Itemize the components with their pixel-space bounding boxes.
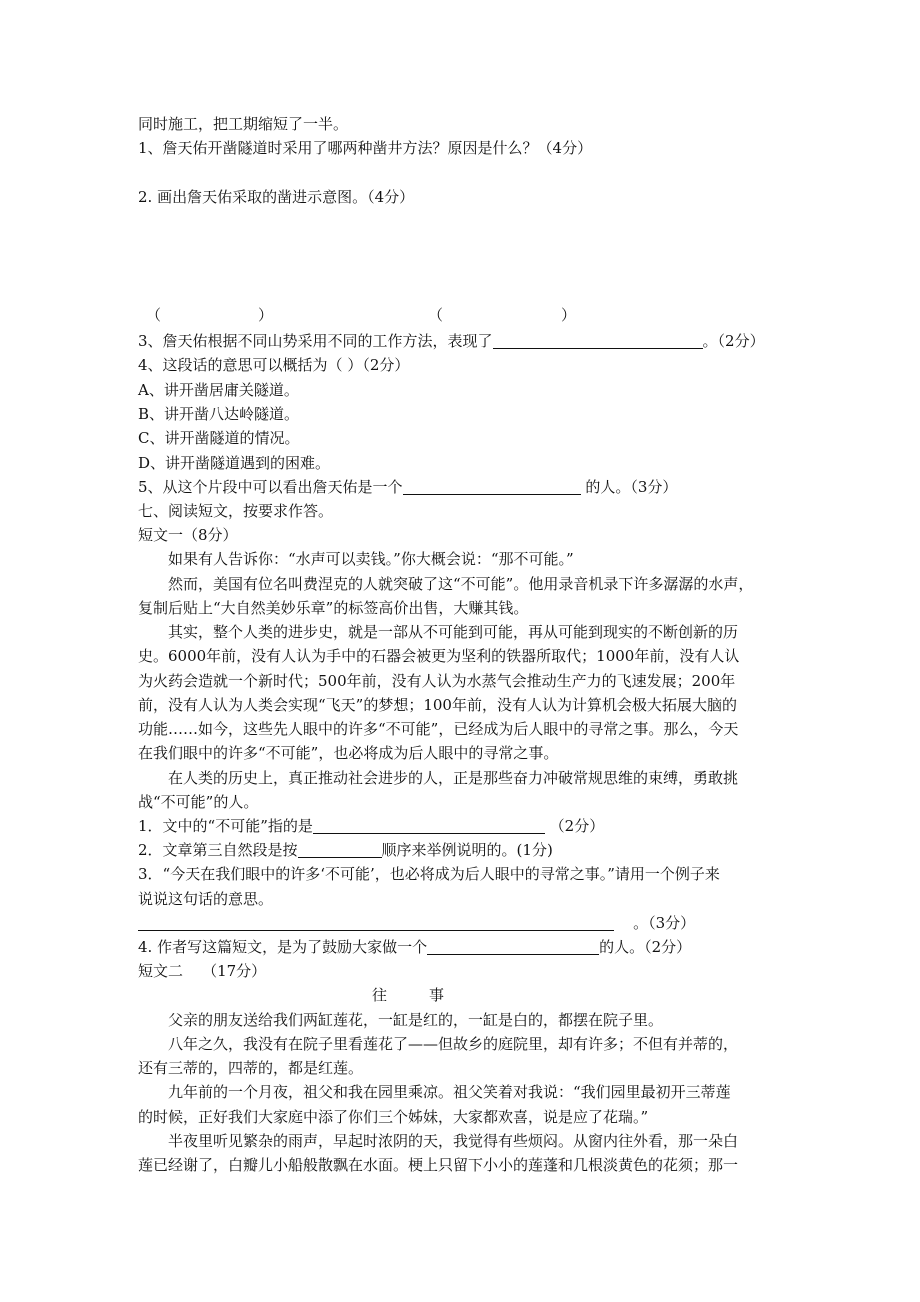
question-score: 。（3分） — [633, 914, 696, 932]
question-5 — [138, 475, 677, 499]
passage-1-question-3-answer — [138, 911, 695, 935]
question-4: 4、这段话的意思可以概括为（ ）（2分） — [138, 356, 410, 374]
passage-1-heading: 短文一（8分） — [138, 526, 238, 544]
option-c: C、讲开凿隧道的情况。 — [138, 429, 300, 447]
text-line: 同时施工，把工期缩短了一半。 — [138, 115, 349, 133]
question-text: 4. 作者写这篇短文，是为了鼓励大家做一个 — [138, 938, 428, 956]
passage-2-heading: 短文二 （17分） — [138, 962, 267, 980]
passage-1-question-3: 3．“今天在我们眼中的许多‘不可能’，也必将成为后人眼中的寻常之事。”请用一个例子来 — [138, 865, 720, 883]
passage-2-title-char-1: 往 — [372, 986, 388, 1004]
answer-blank[interactable] — [313, 817, 545, 834]
question-text: 1．文中的“不可能”指的是 — [138, 817, 313, 835]
question-3-score: 。（2分） — [702, 332, 765, 350]
passage-2-paragraph: 八年之久，我没有在院子里看莲花了——但故乡的庭院里，却有许多；不但有并蒂的， — [168, 1035, 739, 1053]
paren-left-1: （ — [146, 306, 162, 324]
answer-blank[interactable] — [427, 938, 599, 955]
passage-1-question-1 — [138, 814, 604, 838]
answer-blank[interactable] — [493, 332, 703, 349]
passage-1-paragraph: 如果有人告诉你：“水声可以卖钱。”你大概会说：“那不可能。” — [168, 550, 574, 568]
passage-1-line: 为火药会造就一个新时代；500年前，没有人认为水蒸气会推动生产力的飞速发展；200年 — [138, 672, 736, 690]
option-d: D、讲开凿隧道遇到的困难。 — [138, 454, 331, 472]
passage-1-line: 功能……如今，这些先人眼中的许多“不可能”，已经成为后人眼中的寻常之事。那么，今天 — [138, 720, 739, 738]
passage-1-question-4 — [138, 935, 691, 959]
paren-right-2: ） — [561, 306, 577, 324]
passage-2-paragraph: 父亲的朋友送给我们两缸莲花，一缸是红的，一缸是白的，都摆在院子里。 — [168, 1011, 664, 1029]
passage-2-paragraph: 半夜里听见繁杂的雨声，早起时浓阴的天，我觉得有些烦闷。从窗内往外看，那一朵白 — [168, 1132, 739, 1150]
passage-1-line: 复制后贴上“大自然美妙乐章”的标签高价出售，大赚其钱。 — [138, 599, 529, 617]
question-3 — [138, 329, 765, 353]
passage-1-line: 战“不可能”的人。 — [138, 793, 259, 811]
passage-1-question-2 — [138, 838, 553, 862]
section-heading: 七、阅读短文，按要求作答。 — [138, 502, 334, 520]
passage-2-line: 的时候，正好我们大家庭中添了你们三个姊妹，大家都欢喜，说是应了花瑞。” — [138, 1108, 649, 1126]
question-5-score: 的人。（3分） — [585, 478, 678, 496]
passage-2-paragraph: 九年前的一个月夜，祖父和我在园里乘凉。祖父笑着对我说：“我们园里最初开三蒂莲 — [168, 1083, 731, 1101]
passage-1-question-3-cont: 说说这句话的意思。 — [138, 890, 274, 908]
passage-2-line: 还有三蒂的，四蒂的，都是红莲。 — [138, 1059, 364, 1077]
question-5-text: 5、从这个片段中可以看出詹天佑是一个 — [138, 478, 403, 496]
question-1: 1、詹天佑开凿隧道时采用了哪两种凿井方法？原因是什么？（4分） — [138, 139, 593, 157]
question-text: 2．文章第三自然段是按 — [138, 841, 298, 859]
passage-2-title-char-2: 事 — [429, 986, 445, 1004]
passage-1-paragraph: 然而，美国有位名叫费涅克的人就突破了这“不可能”。他用录音机录下许多潺潺的水声， — [168, 575, 754, 593]
question-score: 顺序来举例说明的。(1分) — [381, 841, 553, 859]
question-score: 的人。（2分） — [599, 938, 692, 956]
answer-blank[interactable] — [298, 841, 382, 858]
question-2: 2. 画出詹天佑采取的凿进示意图。（4分） — [138, 188, 415, 206]
answer-blank[interactable] — [138, 914, 614, 931]
passage-1-paragraph: 其实，整个人类的进步史，就是一部从不可能到可能，再从可能到现实的不断创新的历 — [168, 623, 739, 641]
option-b: B、讲开凿八达岭隧道。 — [138, 405, 300, 423]
passage-2-line: 莲已经谢了，白瓣儿小船般散飘在水面。梗上只留下小小的莲蓬和几根淡黄色的花须；那一 — [138, 1156, 739, 1174]
answer-blank[interactable] — [403, 478, 581, 495]
option-a: A、讲开凿居庸关隧道。 — [138, 381, 299, 399]
passage-1-line: 前，没有人认为人类会实现“飞天”的梦想；100年前，没有人认为计算机会极大拓展大脑的 — [138, 696, 737, 714]
passage-1-line: 史。6000年前，没有人认为手中的石器会被更为坚利的铁器所取代；1000年前，没有人认 — [138, 647, 740, 665]
passage-1-paragraph: 在人类的历史上，真正推动社会进步的人，正是那些奋力冲破常规思维的束缚，勇敢挑 — [168, 769, 739, 787]
paren-right-1: ） — [258, 306, 274, 324]
question-score: （2分） — [549, 817, 605, 835]
question-3-text: 3、詹天佑根据不同山势采用不同的工作方法，表现了 — [138, 332, 493, 350]
passage-1-line: 在我们眼中的许多“不可能”，也必将成为后人眼中的寻常之事。 — [138, 744, 559, 762]
paren-left-2: （ — [428, 306, 444, 324]
